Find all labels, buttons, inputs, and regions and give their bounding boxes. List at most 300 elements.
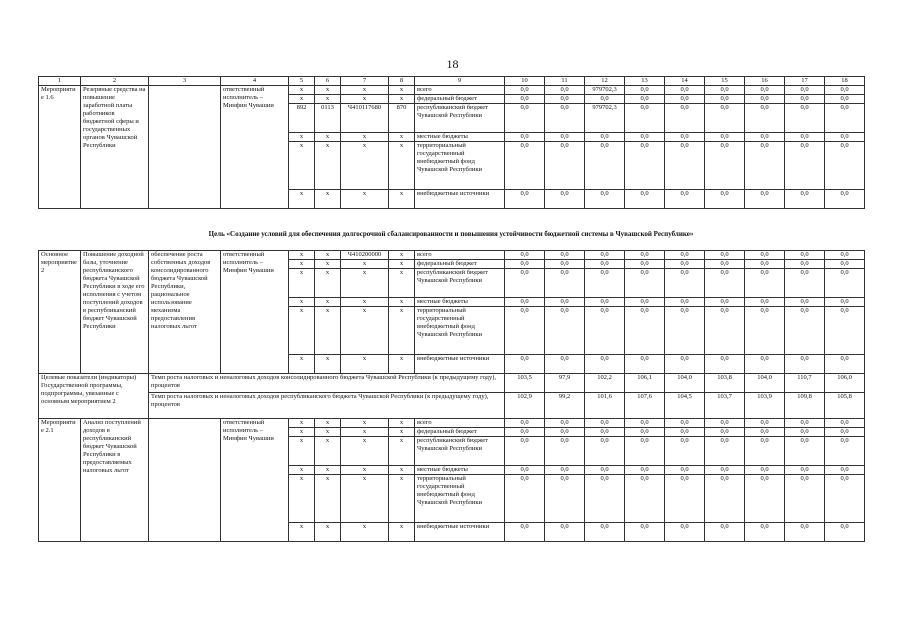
column-number: 12 xyxy=(585,77,625,86)
value-cell: 0,0 xyxy=(545,437,585,466)
indicator-value: 107,6 xyxy=(625,393,665,419)
value-cell: 0,0 xyxy=(825,190,865,209)
code-cell: x xyxy=(315,260,341,269)
value-cell: 0,0 xyxy=(785,104,825,133)
value-cell: 0,0 xyxy=(665,142,705,190)
value-cell: 0,0 xyxy=(665,190,705,209)
code-cell: x xyxy=(341,298,389,307)
column-number: 9 xyxy=(415,77,505,86)
indicator-text: Темп роста налоговых и неналоговых доходов республиканского бюджета Чувашской Республики (к предыдущему году), процентов xyxy=(149,393,505,419)
value-cell: 0,0 xyxy=(505,428,545,437)
code-cell: x xyxy=(341,466,389,475)
funding-source: всего xyxy=(415,251,505,260)
column-number: 16 xyxy=(745,77,785,86)
value-cell: 0,0 xyxy=(545,190,585,209)
value-cell: 0,0 xyxy=(505,437,545,466)
value-cell: 0,0 xyxy=(825,307,865,355)
value-cell: 0,0 xyxy=(785,133,825,142)
value-cell: 0,0 xyxy=(545,104,585,133)
indicators-label: Целевые показатели (индикаторы) Государственной программы, подпрограммы, увязанные с основным мероприятием 2 xyxy=(39,374,149,419)
code-cell: x xyxy=(289,260,315,269)
value-cell: 0,0 xyxy=(745,133,785,142)
value-cell: 0,0 xyxy=(785,523,825,542)
value-cell: 0,0 xyxy=(545,428,585,437)
funding-source: местные бюджеты xyxy=(415,466,505,475)
value-cell: 0,0 xyxy=(505,251,545,260)
value-cell: 0,0 xyxy=(705,355,745,374)
value-cell: 0,0 xyxy=(505,190,545,209)
value-cell: 0,0 xyxy=(825,86,865,95)
value-cell: 0,0 xyxy=(785,355,825,374)
code-cell: x xyxy=(289,298,315,307)
code-cell: x xyxy=(389,437,415,466)
funding-source: всего xyxy=(415,419,505,428)
value-cell: 0,0 xyxy=(665,428,705,437)
code-cell: x xyxy=(389,251,415,260)
funding-row xyxy=(39,251,865,260)
value-cell: 0,0 xyxy=(785,190,825,209)
value-cell: 0,0 xyxy=(505,523,545,542)
value-cell: 0,0 xyxy=(505,142,545,190)
indicator-value: 103,5 xyxy=(505,374,545,393)
value-cell: 0,0 xyxy=(745,298,785,307)
value-cell: 0,0 xyxy=(705,475,745,523)
code-cell: 0113 xyxy=(315,104,341,133)
code-cell: x xyxy=(315,355,341,374)
value-cell: 0,0 xyxy=(705,466,745,475)
code-cell: x xyxy=(341,190,389,209)
value-cell: 0,0 xyxy=(585,437,625,466)
value-cell: 0,0 xyxy=(745,142,785,190)
indicator-row xyxy=(39,393,865,419)
indicator-row xyxy=(39,374,865,393)
value-cell: 0,0 xyxy=(705,104,745,133)
value-cell: 0,0 xyxy=(825,523,865,542)
funding-source: республиканский бюджет Чувашской Республики xyxy=(415,104,505,133)
value-cell: 0,0 xyxy=(585,307,625,355)
value-cell: 0,0 xyxy=(705,86,745,95)
value-cell: 0,0 xyxy=(745,86,785,95)
value-cell: 0,0 xyxy=(705,419,745,428)
code-cell: x xyxy=(289,95,315,104)
value-cell: 0,0 xyxy=(585,475,625,523)
value-cell: 0,0 xyxy=(665,523,705,542)
value-cell: 0,0 xyxy=(745,95,785,104)
value-cell: 0,0 xyxy=(505,133,545,142)
code-cell: x xyxy=(389,269,415,298)
value-cell: 0,0 xyxy=(705,269,745,298)
code-cell: x xyxy=(389,419,415,428)
indicator-text: Темп роста налоговых и неналоговых доходов консолидированного бюджета Чувашской Республики (к предыдущему году), процентов xyxy=(149,374,505,393)
indicator-value: 104,5 xyxy=(665,393,705,419)
code-cell: x xyxy=(341,437,389,466)
value-cell: 0,0 xyxy=(585,523,625,542)
value-cell: 0,0 xyxy=(745,251,785,260)
value-cell: 0,0 xyxy=(705,142,745,190)
funding-source: республиканский бюджет Чувашской Республики xyxy=(415,269,505,298)
value-cell: 0,0 xyxy=(825,95,865,104)
value-cell: 0,0 xyxy=(825,466,865,475)
indicator-value: 103,8 xyxy=(705,374,745,393)
code-cell: x xyxy=(341,269,389,298)
code-cell: x xyxy=(315,133,341,142)
value-cell: 0,0 xyxy=(625,260,665,269)
code-cell: x xyxy=(389,190,415,209)
value-cell: 0,0 xyxy=(585,190,625,209)
value-cell: 0,0 xyxy=(625,86,665,95)
code-cell: x xyxy=(341,307,389,355)
value-cell: 0,0 xyxy=(625,95,665,104)
indicator-value: 105,8 xyxy=(825,393,865,419)
column-number: 4 xyxy=(221,77,289,86)
block-responsible: ответственный исполнитель – Минфин Чувашии xyxy=(221,251,289,374)
value-cell: 0,0 xyxy=(665,104,705,133)
value-cell: 0,0 xyxy=(785,428,825,437)
value-cell: 0,0 xyxy=(585,466,625,475)
value-cell: 0,0 xyxy=(545,307,585,355)
program-table-top xyxy=(38,76,865,209)
value-cell: 0,0 xyxy=(825,475,865,523)
value-cell: 0,0 xyxy=(545,95,585,104)
value-cell: 0,0 xyxy=(825,260,865,269)
value-cell: 0,0 xyxy=(585,95,625,104)
value-cell: 0,0 xyxy=(745,523,785,542)
value-cell: 0,0 xyxy=(665,475,705,523)
funding-row xyxy=(39,419,865,428)
code-cell: x xyxy=(341,142,389,190)
code-cell: x xyxy=(389,95,415,104)
value-cell: 0,0 xyxy=(745,260,785,269)
value-cell: 0,0 xyxy=(545,355,585,374)
code-cell: x xyxy=(389,355,415,374)
value-cell: 0,0 xyxy=(585,269,625,298)
funding-source: внебюджетные источники xyxy=(415,523,505,542)
funding-source: внебюджетные источники xyxy=(415,190,505,209)
code-cell: x xyxy=(289,419,315,428)
value-cell: 0,0 xyxy=(505,419,545,428)
value-cell: 0,0 xyxy=(585,251,625,260)
column-number: 8 xyxy=(389,77,415,86)
value-cell: 0,0 xyxy=(785,86,825,95)
value-cell: 0,0 xyxy=(785,251,825,260)
value-cell: 0,0 xyxy=(825,133,865,142)
code-cell: x xyxy=(289,428,315,437)
value-cell: 0,0 xyxy=(665,133,705,142)
value-cell: 0,0 xyxy=(705,307,745,355)
column-number: 14 xyxy=(665,77,705,86)
value-cell: 0,0 xyxy=(665,437,705,466)
indicator-value: 104,0 xyxy=(665,374,705,393)
value-cell: 0,0 xyxy=(585,428,625,437)
block-status: Основное мероприятие 2 xyxy=(39,251,81,374)
program-table-bottom xyxy=(38,250,865,542)
value-cell: 979702,3 xyxy=(585,86,625,95)
value-cell: 0,0 xyxy=(625,523,665,542)
indicator-value: 109,8 xyxy=(785,393,825,419)
value-cell: 0,0 xyxy=(745,307,785,355)
column-number: 13 xyxy=(625,77,665,86)
value-cell: 0,0 xyxy=(625,298,665,307)
value-cell: 0,0 xyxy=(705,523,745,542)
code-cell: x xyxy=(315,86,341,95)
code-cell: x xyxy=(289,142,315,190)
indicator-value: 103,9 xyxy=(745,393,785,419)
column-number: 7 xyxy=(341,77,389,86)
value-cell: 0,0 xyxy=(625,269,665,298)
code-cell: x xyxy=(341,133,389,142)
code-cell: x xyxy=(389,260,415,269)
value-cell: 0,0 xyxy=(705,133,745,142)
funding-source: местные бюджеты xyxy=(415,133,505,142)
code-cell: x xyxy=(341,260,389,269)
column-number: 5 xyxy=(289,77,315,86)
indicator-value: 102,9 xyxy=(505,393,545,419)
block-name: Анализ поступлений доходов в республиканский бюджет Чувашской Республики в предоставляемых налоговых льгот xyxy=(81,419,149,542)
value-cell: 0,0 xyxy=(665,355,705,374)
code-cell: x xyxy=(341,428,389,437)
value-cell: 0,0 xyxy=(505,269,545,298)
code-cell: x xyxy=(315,269,341,298)
indicator-value: 101,6 xyxy=(585,393,625,419)
value-cell: 0,0 xyxy=(625,355,665,374)
code-cell: x xyxy=(341,86,389,95)
funding-source: территориальный государственный внебюджетный фонд Чувашской Республики xyxy=(415,475,505,523)
block-goal xyxy=(149,86,221,209)
value-cell: 0,0 xyxy=(785,466,825,475)
value-cell: 0,0 xyxy=(825,142,865,190)
column-number: 11 xyxy=(545,77,585,86)
value-cell: 0,0 xyxy=(785,419,825,428)
code-cell: x xyxy=(315,251,341,260)
value-cell: 0,0 xyxy=(665,86,705,95)
value-cell: 0,0 xyxy=(505,307,545,355)
funding-source: территориальный государственный внебюджетный фонд Чувашской Республики xyxy=(415,142,505,190)
value-cell: 0,0 xyxy=(785,142,825,190)
value-cell: 0,0 xyxy=(785,95,825,104)
code-cell: x xyxy=(389,475,415,523)
value-cell: 0,0 xyxy=(745,419,785,428)
value-cell: 0,0 xyxy=(825,419,865,428)
indicator-value: 104,0 xyxy=(745,374,785,393)
header-row xyxy=(39,77,865,86)
value-cell: 0,0 xyxy=(625,104,665,133)
goal-title: Цель «Создание условий для обеспечения долгосрочной сбалансированности и повышения устойчивости бюджетной системы в Чувашской Республике» xyxy=(208,230,694,238)
value-cell: 0,0 xyxy=(625,307,665,355)
code-cell: x xyxy=(389,307,415,355)
code-cell: x xyxy=(341,419,389,428)
code-cell: 870 xyxy=(389,104,415,133)
code-cell: x xyxy=(389,142,415,190)
code-cell: x xyxy=(389,523,415,542)
value-cell: 0,0 xyxy=(585,133,625,142)
code-cell: x xyxy=(289,523,315,542)
column-number: 6 xyxy=(315,77,341,86)
value-cell: 0,0 xyxy=(505,298,545,307)
value-cell: 0,0 xyxy=(785,475,825,523)
value-cell: 0,0 xyxy=(585,355,625,374)
value-cell: 0,0 xyxy=(745,475,785,523)
column-number: 2 xyxy=(81,77,149,86)
code-cell: x xyxy=(289,86,315,95)
code-cell: x xyxy=(389,298,415,307)
value-cell: 0,0 xyxy=(745,437,785,466)
value-cell: 0,0 xyxy=(665,419,705,428)
value-cell: 0,0 xyxy=(785,437,825,466)
value-cell: 0,0 xyxy=(825,104,865,133)
value-cell: 0,0 xyxy=(705,251,745,260)
value-cell: 0,0 xyxy=(665,466,705,475)
value-cell: 0,0 xyxy=(545,466,585,475)
value-cell: 0,0 xyxy=(785,260,825,269)
code-cell: x xyxy=(315,437,341,466)
code-cell: x xyxy=(315,475,341,523)
value-cell: 0,0 xyxy=(705,437,745,466)
code-cell: x xyxy=(289,190,315,209)
code-cell: x xyxy=(289,269,315,298)
value-cell: 0,0 xyxy=(585,142,625,190)
column-number: 3 xyxy=(149,77,221,86)
code-cell: Ч410117680 xyxy=(341,104,389,133)
value-cell: 0,0 xyxy=(625,437,665,466)
value-cell: 0,0 xyxy=(545,523,585,542)
value-cell: 0,0 xyxy=(625,466,665,475)
code-cell: x xyxy=(289,133,315,142)
code-cell: x xyxy=(315,466,341,475)
value-cell: 0,0 xyxy=(705,260,745,269)
code-cell: x xyxy=(315,190,341,209)
value-cell: 0,0 xyxy=(505,104,545,133)
value-cell: 0,0 xyxy=(505,475,545,523)
value-cell: 0,0 xyxy=(625,142,665,190)
value-cell: 0,0 xyxy=(705,298,745,307)
code-cell: x xyxy=(389,133,415,142)
value-cell: 0,0 xyxy=(705,428,745,437)
indicator-value: 106,1 xyxy=(625,374,665,393)
value-cell: 0,0 xyxy=(505,355,545,374)
value-cell: 0,0 xyxy=(505,86,545,95)
code-cell: x xyxy=(289,251,315,260)
funding-source: республиканский бюджет Чувашской Республики xyxy=(415,437,505,466)
indicator-value: 103,7 xyxy=(705,393,745,419)
value-cell: 0,0 xyxy=(505,260,545,269)
code-cell: Ч410200000 xyxy=(341,251,389,260)
value-cell: 0,0 xyxy=(625,419,665,428)
column-number: 15 xyxy=(705,77,745,86)
value-cell: 0,0 xyxy=(625,251,665,260)
value-cell: 0,0 xyxy=(745,355,785,374)
value-cell: 0,0 xyxy=(745,466,785,475)
code-cell: x xyxy=(389,428,415,437)
code-cell: x xyxy=(315,523,341,542)
funding-source: федеральный бюджет xyxy=(415,428,505,437)
code-cell: x xyxy=(389,86,415,95)
block-goal xyxy=(149,419,221,542)
code-cell: x xyxy=(341,523,389,542)
value-cell: 0,0 xyxy=(825,269,865,298)
code-cell: x xyxy=(341,95,389,104)
code-cell: x xyxy=(289,437,315,466)
value-cell: 0,0 xyxy=(825,298,865,307)
value-cell: 0,0 xyxy=(665,269,705,298)
code-cell: x xyxy=(289,466,315,475)
value-cell: 0,0 xyxy=(665,298,705,307)
value-cell: 0,0 xyxy=(785,269,825,298)
code-cell: x xyxy=(315,419,341,428)
value-cell: 0,0 xyxy=(665,307,705,355)
value-cell: 0,0 xyxy=(545,133,585,142)
code-cell: x xyxy=(289,355,315,374)
funding-source: федеральный бюджет xyxy=(415,95,505,104)
value-cell: 0,0 xyxy=(745,428,785,437)
block-goal: обеспечение роста собственных доходов консолидированного бюджета Чувашской Республики, рациональное использование механизма предоставления налоговых льгот xyxy=(149,251,221,374)
indicator-value: 99,2 xyxy=(545,393,585,419)
value-cell: 0,0 xyxy=(545,269,585,298)
code-cell: x xyxy=(315,307,341,355)
value-cell: 0,0 xyxy=(785,307,825,355)
block-name: Повышение доходной базы, уточнение республиканского бюджета Чувашской Республики в ходе его исполнения с учетом поступлений доходов в республиканский бюджет Чувашской Республики xyxy=(81,251,149,374)
code-cell: x xyxy=(289,475,315,523)
value-cell: 0,0 xyxy=(585,419,625,428)
value-cell: 0,0 xyxy=(745,269,785,298)
value-cell: 0,0 xyxy=(625,133,665,142)
block-responsible: ответственный исполнитель – Минфин Чувашии xyxy=(221,419,289,542)
funding-row xyxy=(39,86,865,95)
indicator-value: 102,2 xyxy=(585,374,625,393)
value-cell: 0,0 xyxy=(825,437,865,466)
block-responsible: ответственный исполнитель – Минфин Чувашии xyxy=(221,86,289,209)
value-cell: 0,0 xyxy=(705,95,745,104)
value-cell: 0,0 xyxy=(505,466,545,475)
value-cell: 979702,3 xyxy=(585,104,625,133)
indicator-value: 97,9 xyxy=(545,374,585,393)
value-cell: 0,0 xyxy=(825,428,865,437)
value-cell: 0,0 xyxy=(545,260,585,269)
value-cell: 0,0 xyxy=(625,475,665,523)
value-cell: 0,0 xyxy=(745,190,785,209)
column-number: 10 xyxy=(505,77,545,86)
value-cell: 0,0 xyxy=(545,251,585,260)
funding-source: местные бюджеты xyxy=(415,298,505,307)
column-number: 1 xyxy=(39,77,81,86)
code-cell: x xyxy=(289,307,315,355)
code-cell: x xyxy=(341,355,389,374)
value-cell: 0,0 xyxy=(745,104,785,133)
code-cell: x xyxy=(389,466,415,475)
value-cell: 0,0 xyxy=(825,251,865,260)
code-cell: x xyxy=(315,428,341,437)
value-cell: 0,0 xyxy=(545,475,585,523)
page-number: 18 xyxy=(446,57,459,71)
value-cell: 0,0 xyxy=(665,260,705,269)
value-cell: 0,0 xyxy=(545,419,585,428)
value-cell: 0,0 xyxy=(585,298,625,307)
value-cell: 0,0 xyxy=(545,86,585,95)
value-cell: 0,0 xyxy=(665,251,705,260)
funding-source: внебюджетные источники xyxy=(415,355,505,374)
value-cell: 0,0 xyxy=(505,95,545,104)
value-cell: 0,0 xyxy=(825,355,865,374)
value-cell: 0,0 xyxy=(665,95,705,104)
code-cell: x xyxy=(341,475,389,523)
funding-source: территориальный государственный внебюджетный фонд Чувашской Республики xyxy=(415,307,505,355)
block-status: Мероприятие 1.6 xyxy=(39,86,81,209)
block-name: Резервные средства на повышение заработной платы работников бюджетной сферы и государственных органов Чувашской Республики xyxy=(81,86,149,209)
code-cell: 892 xyxy=(289,104,315,133)
column-number: 17 xyxy=(785,77,825,86)
value-cell: 0,0 xyxy=(545,142,585,190)
value-cell: 0,0 xyxy=(705,190,745,209)
block-status: Мероприятие 2.1 xyxy=(39,419,81,542)
